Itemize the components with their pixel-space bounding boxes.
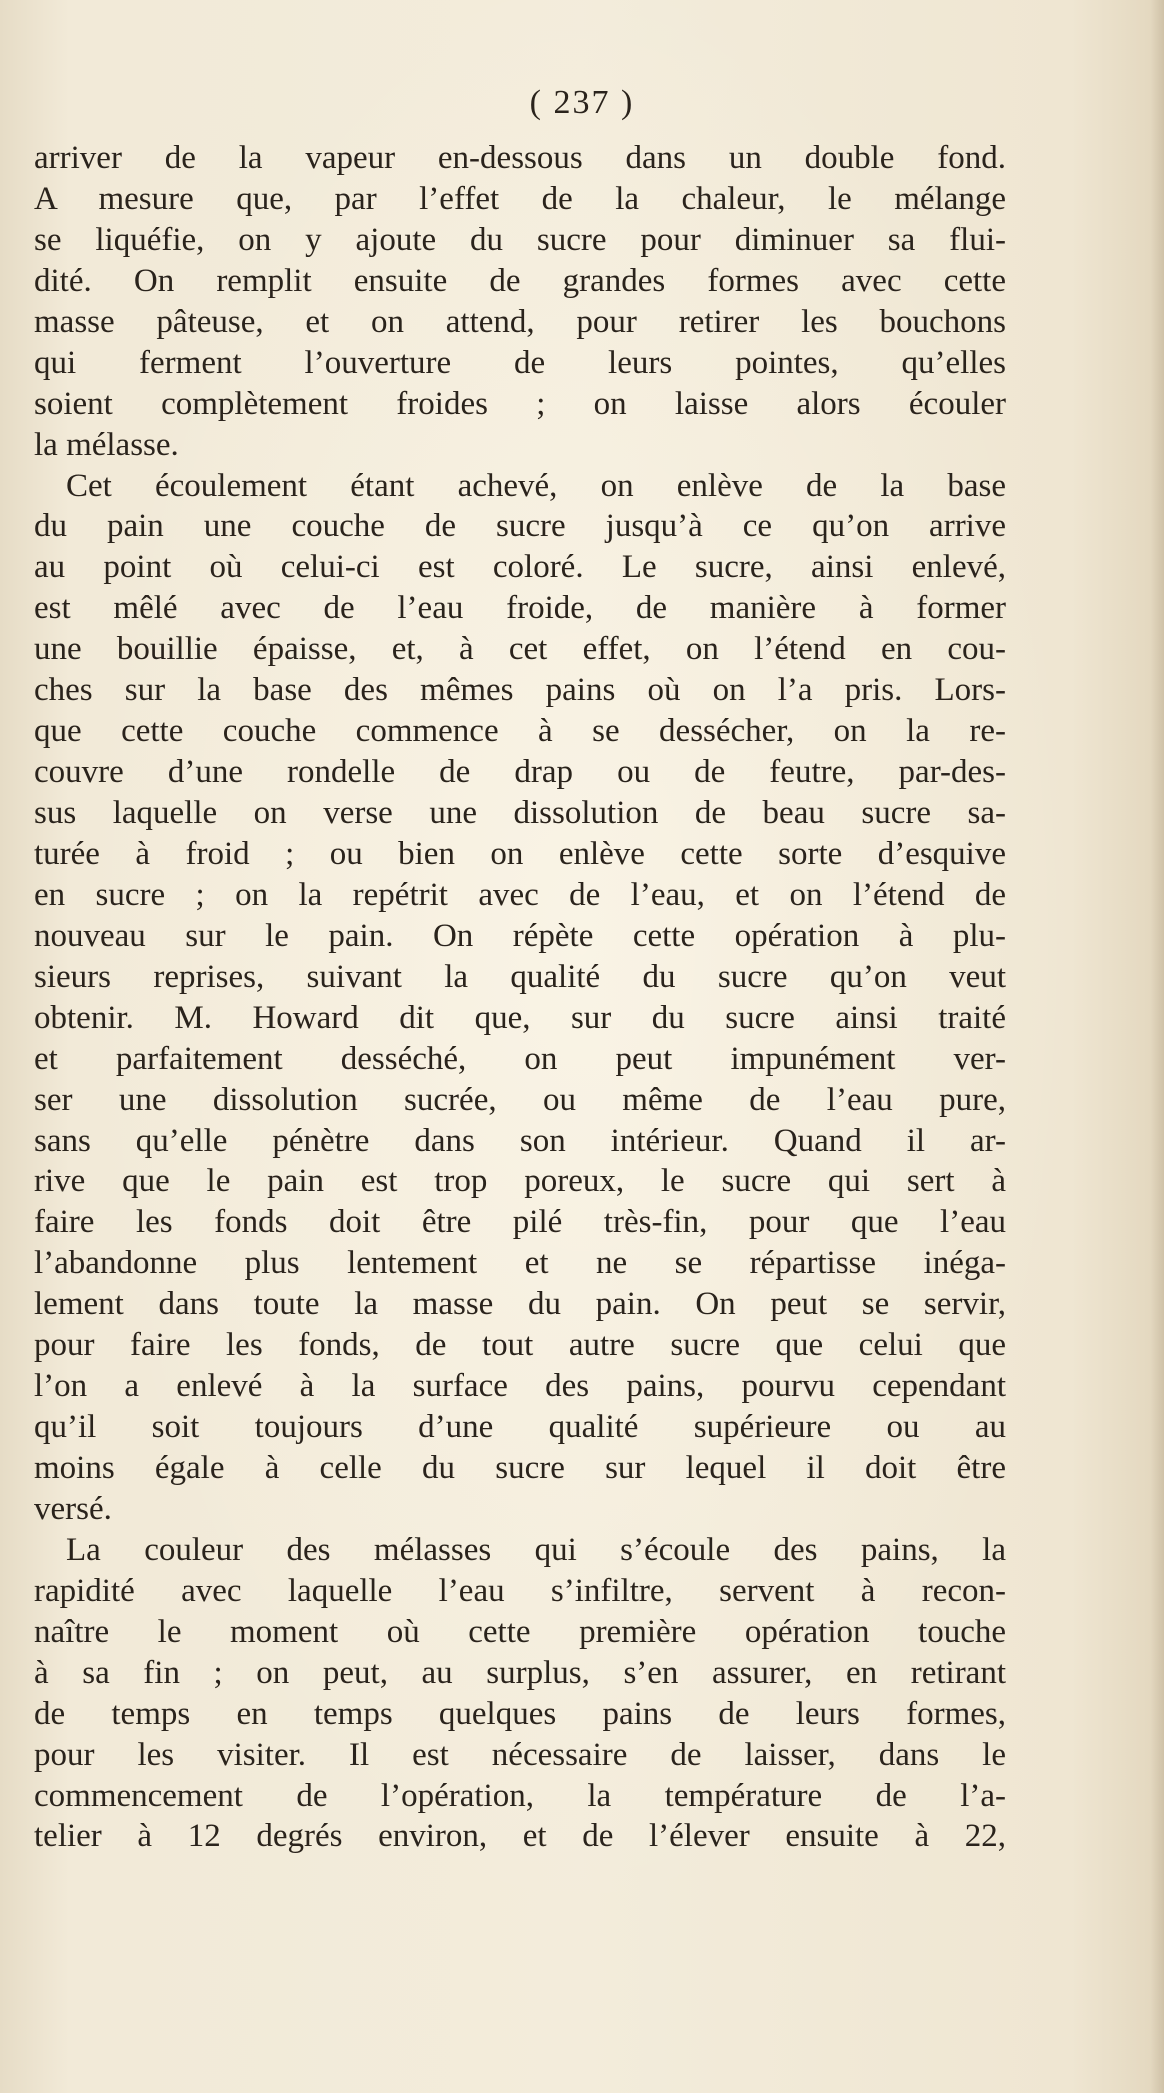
text-line: une bouillie épaisse, et, à cet effet, on l’étend en cou- — [34, 631, 1006, 668]
text-line: sus laquelle on verse une dissolution de beau sucre sa- — [34, 795, 1006, 831]
text-line: est mêlé avec de l’eau froide, de manière à former — [34, 590, 1006, 627]
text-line: sieurs reprises, suivant la qualité du sucre qu’on veut — [34, 958, 1006, 995]
text-line: moins égale à celle du sucre sur lequel il doit être — [34, 1450, 1006, 1486]
text-line: arriver de la vapeur en-dessous dans un double fond. — [34, 140, 1006, 176]
text-line: faire les fonds doit être pilé très-fin, pour que l’eau — [34, 1204, 1006, 1241]
text-line: du pain une couche de sucre jusqu’à ce qu’on arrive — [34, 508, 1006, 545]
text-line: ser une dissolution sucrée, ou même de l’eau pure, — [34, 1081, 1006, 1118]
text-line: ches sur la base des mêmes pains où on l’a pris. Lors- — [34, 672, 1006, 709]
text-line: à sa fin ; on peut, au surplus, s’en assurer, en retirant — [34, 1654, 1006, 1691]
text-line: sans qu’elle pénètre dans son intérieur. Quand il ar- — [34, 1122, 1006, 1159]
text-line: se liquéfie, on y ajoute du sucre pour diminuer sa flui- — [34, 221, 1006, 258]
text-line: en sucre ; on la repétrit avec de l’eau, et on l’étend de — [34, 876, 1006, 913]
page-body-text — [34, 138, 1006, 1857]
text-line: l’on a enlevé à la surface des pains, pourvu cependant — [34, 1368, 1006, 1405]
text-line: nouveau sur le pain. On répète cette opération à plu- — [34, 917, 1006, 954]
text-line: l’abandonne plus lentement et ne se répartisse inéga- — [34, 1245, 1006, 1282]
text-line: de temps en temps quelques pains de leurs formes, — [34, 1695, 1006, 1732]
text-line: la mélasse. — [34, 426, 179, 463]
page-edge-shadow — [1150, 0, 1164, 2093]
text-line: dité. On remplit ensuite de grandes formes avec cette — [34, 262, 1006, 299]
text-line: naître le moment où cette première opération touche — [34, 1613, 1006, 1650]
text-line: commencement de l’opération, la température de l’a- — [34, 1777, 1006, 1814]
text-line: masse pâteuse, et on attend, pour retirer les bouchons — [34, 303, 1006, 340]
text-line: La couleur des mélasses qui s’écoule des pains, la — [66, 1531, 1006, 1568]
page-number: ( 237 ) — [529, 84, 635, 121]
text-line: turée à froid ; ou bien on enlève cette sorte d’esquive — [34, 835, 1006, 872]
text-line: versé. — [34, 1490, 112, 1527]
text-line: rive que le pain est trop poreux, le sucre qui sert à — [34, 1163, 1006, 1200]
text-line: pour les visiter. Il est nécessaire de laisser, dans le — [34, 1736, 1006, 1773]
text-line: et parfaitement desséché, on peut impunément ver- — [34, 1040, 1006, 1077]
text-line: lement dans toute la masse du pain. On peut se servir, — [34, 1286, 1006, 1323]
text-line: telier à 12 degrés environ, et de l’élever ensuite à 22, — [34, 1818, 1006, 1855]
text-line: obtenir. M. Howard dit que, sur du sucre ainsi traité — [34, 999, 1006, 1036]
text-line: que cette couche commence à se dessécher, on la re- — [34, 713, 1006, 750]
text-line: qu’il soit toujours d’une qualité supérieure ou au — [34, 1409, 1006, 1446]
text-line: couvre d’une rondelle de drap ou de feutre, par-des- — [34, 754, 1006, 791]
text-line: qui ferment l’ouverture de leurs pointes, qu’elles — [34, 344, 1006, 381]
text-line: A mesure que, par l’effet de la chaleur, le mélange — [34, 180, 1006, 217]
text-line: Cet écoulement étant achevé, on enlève de la base — [66, 467, 1006, 504]
text-line: rapidité avec laquelle l’eau s’infiltre, servent à recon- — [34, 1572, 1006, 1609]
text-line: pour faire les fonds, de tout autre sucre que celui que — [34, 1327, 1006, 1364]
text-line: soient complètement froides ; on laisse alors écouler — [34, 385, 1006, 422]
text-line: au point où celui-ci est coloré. Le sucre, ainsi enlevé, — [34, 549, 1006, 586]
